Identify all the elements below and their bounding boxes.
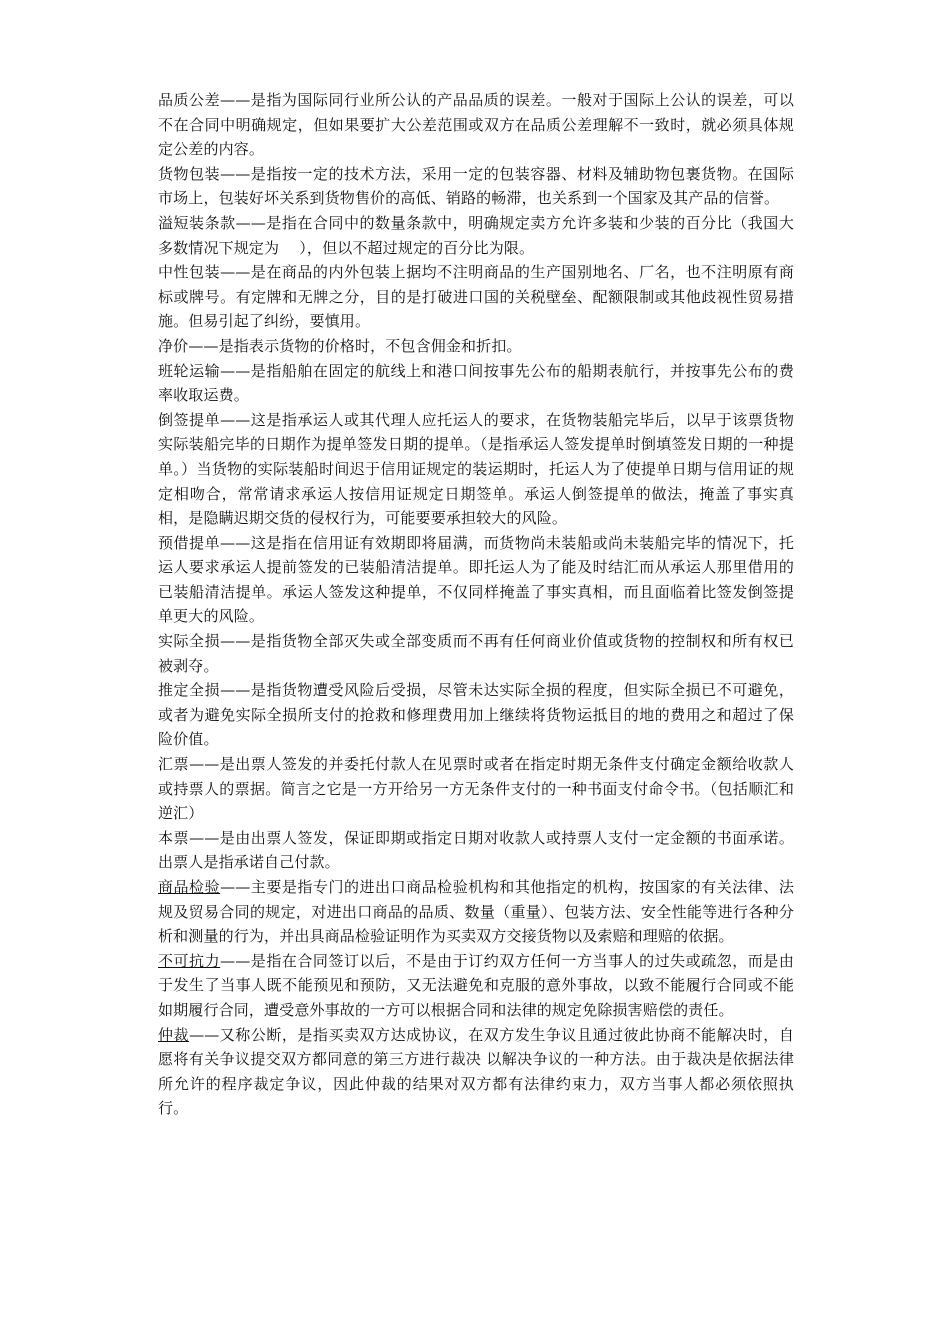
glossary-entry	[158, 949, 794, 1023]
entry-term-underlined: 仲裁	[158, 1025, 190, 1044]
entry-definition: ——是指在合同签订以后，不是由于订约双方任何一方当事人的过失或疏忽，而是由于发生了当事人既不能预见和预防，又无法避免和克服的意外事故，以致不能履行合同或不能如期履行合同，遭受意外事故的一方可以根据合同和法律的规定免除损害赔偿的责任。	[158, 951, 794, 1019]
glossary-entry	[158, 752, 794, 826]
glossary-entry	[158, 531, 794, 629]
entry-definition: ——主要是指专门的进出口商品检验机构和其他指定的机构，按国家的有关法律、法规及贸易合同的规定，对进出口商品的品质、数量（重量）、包装方法、安全性能等进行各种分析和测量的行为，并出具商品检验证明作为买卖双方交接货物以及索赔和理赔的依据。	[158, 878, 794, 946]
glossary-entry	[158, 211, 794, 260]
glossary-entry	[158, 408, 794, 531]
entry-term: 预借提单	[158, 533, 221, 552]
entry-definition: ——是指为国际同行业所公认的产品品质的误差。一般对于国际上公认的误差，可以不在合同中明确规定，但如果要扩大公差范围或双方在品质公差理解不一致时，就必须具体规定公差的内容。	[158, 91, 794, 159]
entry-definition: ——是指船舶在固定的航线上和港口间按事先公布的船期表航行，并按事先公布的费率收取运费。	[158, 361, 794, 405]
entry-term: 实际全损	[158, 632, 221, 651]
entry-term: 推定全损	[158, 681, 221, 700]
entry-definition: ——是指按一定的技术方法，采用一定的包装容器、材料及辅助物包裹货物。在国际市场上，包装好坏关系到货物售价的高低、销路的畅滞，也关系到一个国家及其产品的信誉。	[158, 164, 794, 208]
entry-definition: ——是指货物全部灭失或全部变质而不再有任何商业价值或货物的控制权和所有权已被剥夺。	[158, 632, 794, 675]
entry-term: 货物包装	[158, 164, 221, 183]
entry-definition: ——是指在合同中的数量条款中，明确规定卖方允许多装和少装的百分比（我国大多数情况下规定为 ），但以不超过规定的百分比为限。	[158, 213, 794, 257]
entry-definition: ——又称公断，是指买卖双方达成协议，在双方发生争议且通过彼此协商不能解决时，自愿将有关争议提交双方都同意的第三方进行裁决 以解决争议的一种方法。由于裁决是依据法律所允许的程序裁定争议，因此仲裁的结果对双方都有法律约束力，双方当事人都必须依照执行。	[158, 1025, 794, 1118]
glossary-entry	[158, 629, 794, 678]
entry-term: 品质公差	[158, 91, 221, 109]
glossary-entry	[158, 359, 794, 408]
entry-definition: ——是指表示货物的价格时，不包含佣金和折扣。	[188, 336, 522, 355]
entry-term: 中性包装	[158, 263, 221, 282]
entry-definition: ——是由出票人签发，保证即期或指定日期对收款人或持票人支付一定金额的书面承诺。出票人是指承诺自己付款。	[158, 828, 794, 872]
glossary-entry	[158, 162, 794, 211]
entry-definition: ——是在商品的内外包装上据均不注明商品的生产国别地名、厂名，也不注明原有商标或牌号。有定牌和无牌之分，目的是打破进口国的关税壁垒、配额限制或其他歧视性贸易措施。但易引起了纠纷，要慎用。	[158, 263, 794, 331]
entry-term: 净价	[158, 336, 189, 355]
glossary-entry	[158, 826, 794, 875]
entry-term: 溢短装条款	[158, 213, 236, 232]
entry-definition: ——是出票人签发的并委托付款人在见票时或者在指定时期无条件支付确定金额给收款人或持票人的票据。简言之它是一方开给另一方无条件支付的一种书面支付命令书。（包括顺汇和逆汇）	[158, 755, 794, 823]
glossary-entry	[158, 334, 794, 359]
glossary-body	[158, 88, 794, 1121]
glossary-entry	[158, 260, 794, 334]
entry-term: 汇票	[158, 755, 190, 774]
glossary-entry	[158, 875, 794, 949]
entry-term: 倒签提单	[158, 410, 221, 429]
glossary-entry	[158, 88, 794, 162]
entry-definition: ——这是指在信用证有效期即将届满，而货物尚未装船或尚未装船完毕的情况下，托运人要求承运人提前签发的已装船清洁提单。即托运人为了能及时结汇而从承运人那里借用的已装船清洁提单。承运人签发这种提单，不仅同样掩盖了事实真相，而且面临着比签发倒签提单更大的风险。	[158, 533, 794, 626]
entry-definition: ——是指货物遭受风险后受损，尽管未达实际全损的程度，但实际全损已不可避免，或者为避免实际全损所支付的抢救和修理费用加上继续将货物运抵目的地的费用之和超过了保险价值。	[158, 681, 794, 749]
entry-term: 本票	[158, 828, 190, 847]
entry-term-underlined: 不可抗力	[158, 951, 221, 970]
entry-term-underlined: 商品检验	[158, 878, 221, 896]
glossary-entry	[158, 678, 794, 752]
entry-term: 班轮运输	[158, 361, 221, 380]
entry-definition: ——这是指承运人或其代理人应托运人的要求，在货物装船完毕后，以早于该票货物实际装船完毕的日期作为提单签发日期的提单。（是指承运人签发提单时倒填签发日期的一种提单。）当货物的实际装船时间迟于信用证规定的装运期时，托运人为了使提单日期与信用证的规定相吻合，常常请求承运人按信用证规定日期签单。承运人倒签提单的做法，掩盖了事实真相，是隐瞒迟期交货的侵权行为，可能要要承担较大的风险。	[158, 410, 794, 528]
glossary-entry	[158, 1023, 794, 1121]
